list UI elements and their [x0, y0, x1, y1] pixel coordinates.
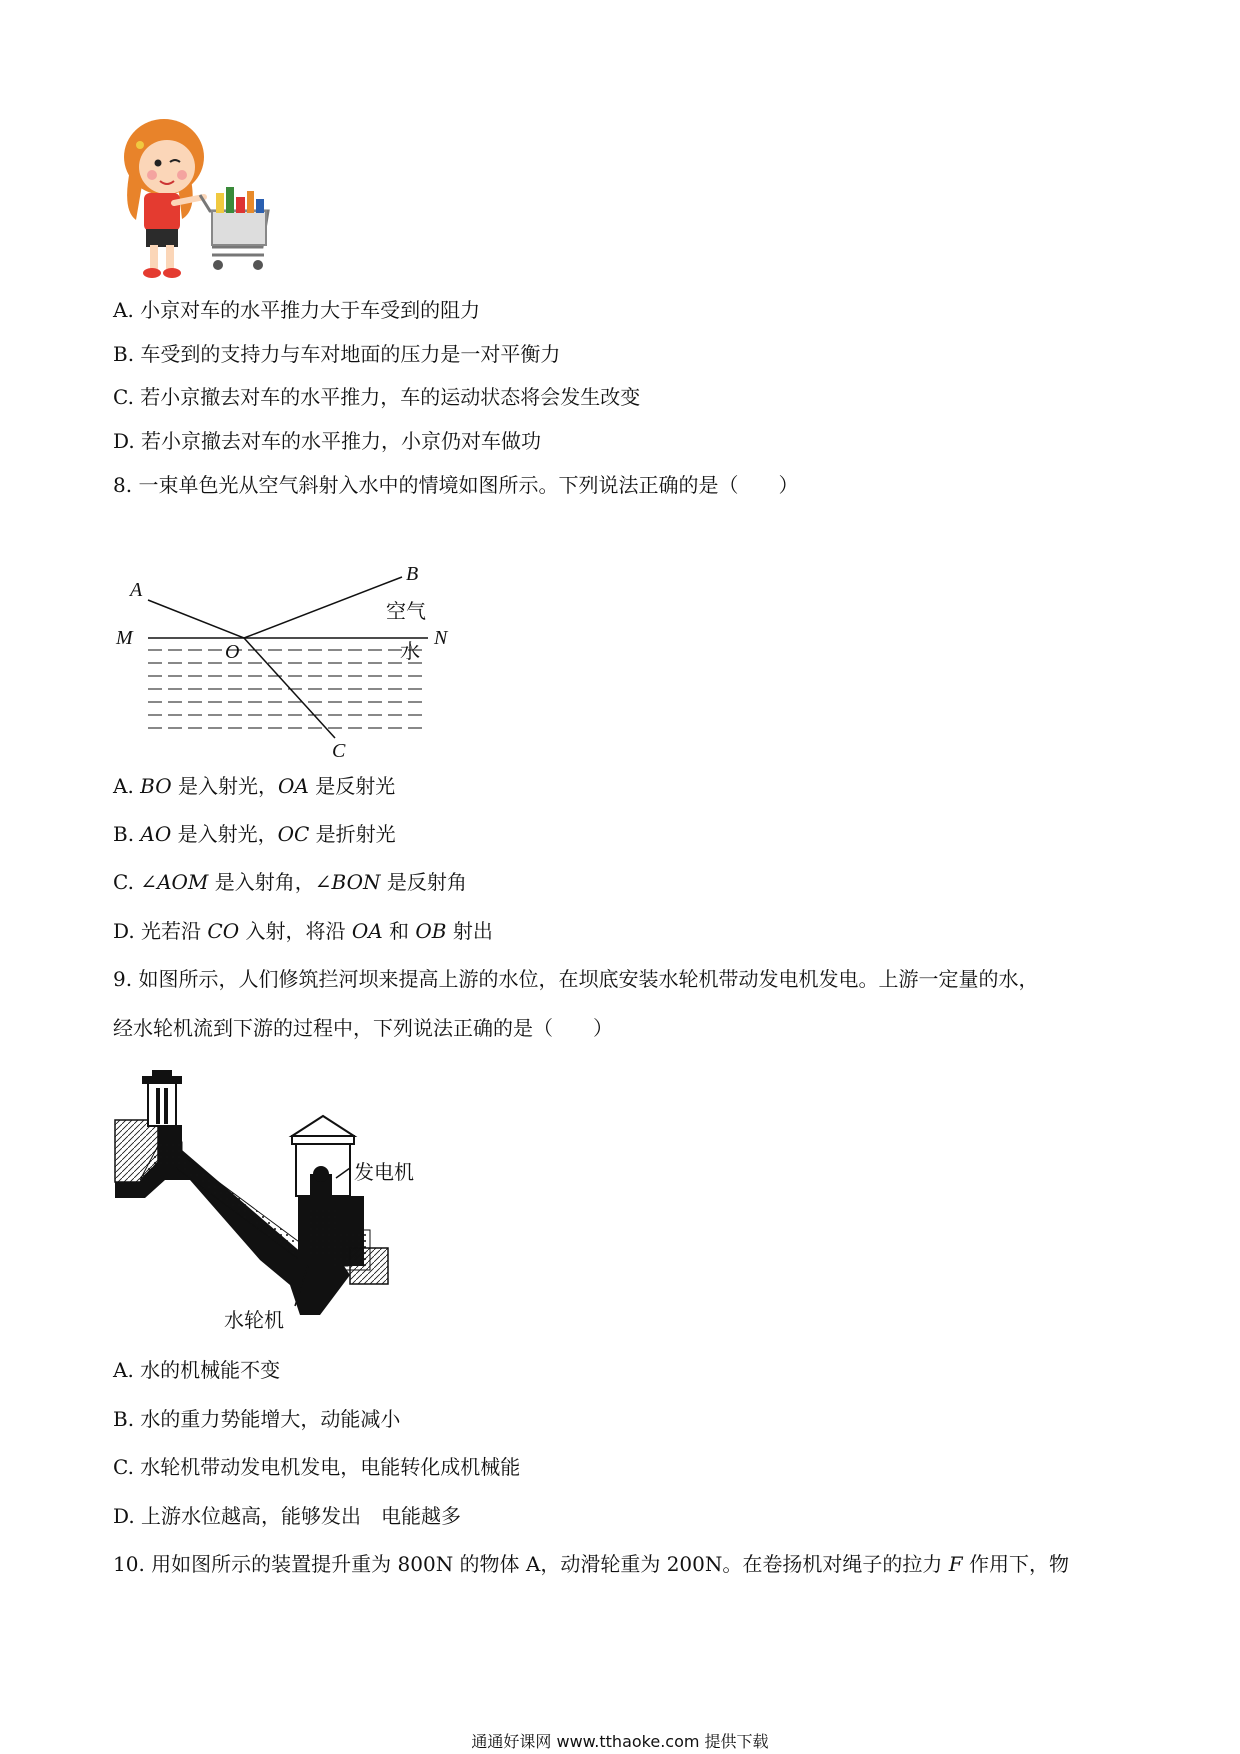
label-n: N — [434, 627, 448, 649]
water-hatching — [148, 650, 428, 728]
powerhouse-roof — [292, 1116, 354, 1136]
label-a: A — [130, 579, 143, 601]
q7-option-c: C. 若小京撤去对车的水平推力，车的运动状态将会发生改变 — [113, 385, 641, 409]
label-c: C — [332, 740, 346, 760]
intake-tower — [148, 1082, 176, 1126]
label-o: O — [225, 641, 240, 663]
q9-option-b: B. 水的重力势能增大，动能减小 — [113, 1407, 401, 1431]
label-turbine: 水轮机 — [224, 1308, 284, 1332]
q9-option-d: D. 上游水位越高，能够发出 电能越多 — [113, 1504, 462, 1528]
q8-stem: 8. 一束单色光从空气斜射入水中的情境如图所示。下列说法正确的是（ ） — [113, 473, 799, 497]
q9-stem-line-1: 9. 如图所示，人们修筑拦河坝来提高上游的水位，在坝底安装水轮机带动发电机发电。上游一定量的水， — [113, 967, 1039, 991]
q8-option-b: B. AO 是入射光，OC 是折射光 — [113, 822, 396, 846]
q9-option-c: C. 水轮机带动发电机发电，电能转化成机械能 — [113, 1455, 521, 1479]
label-water: 水 — [400, 639, 420, 663]
label-b: B — [406, 563, 419, 585]
q8-option-c: C. ∠AOM 是入射角，∠BON 是反射角 — [113, 870, 467, 894]
q8-option-a: A. BO 是入射光，OA 是反射光 — [113, 774, 396, 798]
girl-shopping-cart-illustration — [112, 115, 302, 305]
label-air: 空气 — [386, 599, 426, 623]
light-refraction-diagram — [110, 560, 470, 760]
ray-oc — [244, 638, 335, 738]
q7-option-d: D. 若小京撤去对车的水平推力，小京仍对车做功 — [113, 429, 542, 453]
q10-stem: 10. 用如图所示的装置提升重为 800N 的物体 A，动滑轮重为 200N。在卷扬机对绳子的拉力 F 作用下，物 — [113, 1552, 1069, 1576]
label-m: M — [116, 627, 133, 649]
q8-option-d: D. 光若沿 CO 入射，将沿 OA 和 OB 射出 — [113, 919, 493, 943]
dam-hydropower-diagram — [110, 1070, 480, 1340]
q9-option-a: A. 水的机械能不变 — [113, 1358, 281, 1382]
ray-ob — [244, 577, 402, 638]
page-footer: 通通好课网 www.tthaoke.com 提供下载 — [471, 1732, 769, 1751]
label-generator: 发电机 — [354, 1160, 414, 1184]
ray-ao — [148, 600, 244, 638]
q7-option-a: A. 小京对车的水平推力大于车受到的阻力 — [113, 298, 481, 322]
q9-stem-line-2: 经水轮机流到下游的过程中，下列说法正确的是（ ） — [113, 1016, 613, 1040]
q7-option-b: B. 车受到的支持力与车对地面的压力是一对平衡力 — [113, 342, 561, 366]
downstream-water — [350, 1248, 388, 1284]
